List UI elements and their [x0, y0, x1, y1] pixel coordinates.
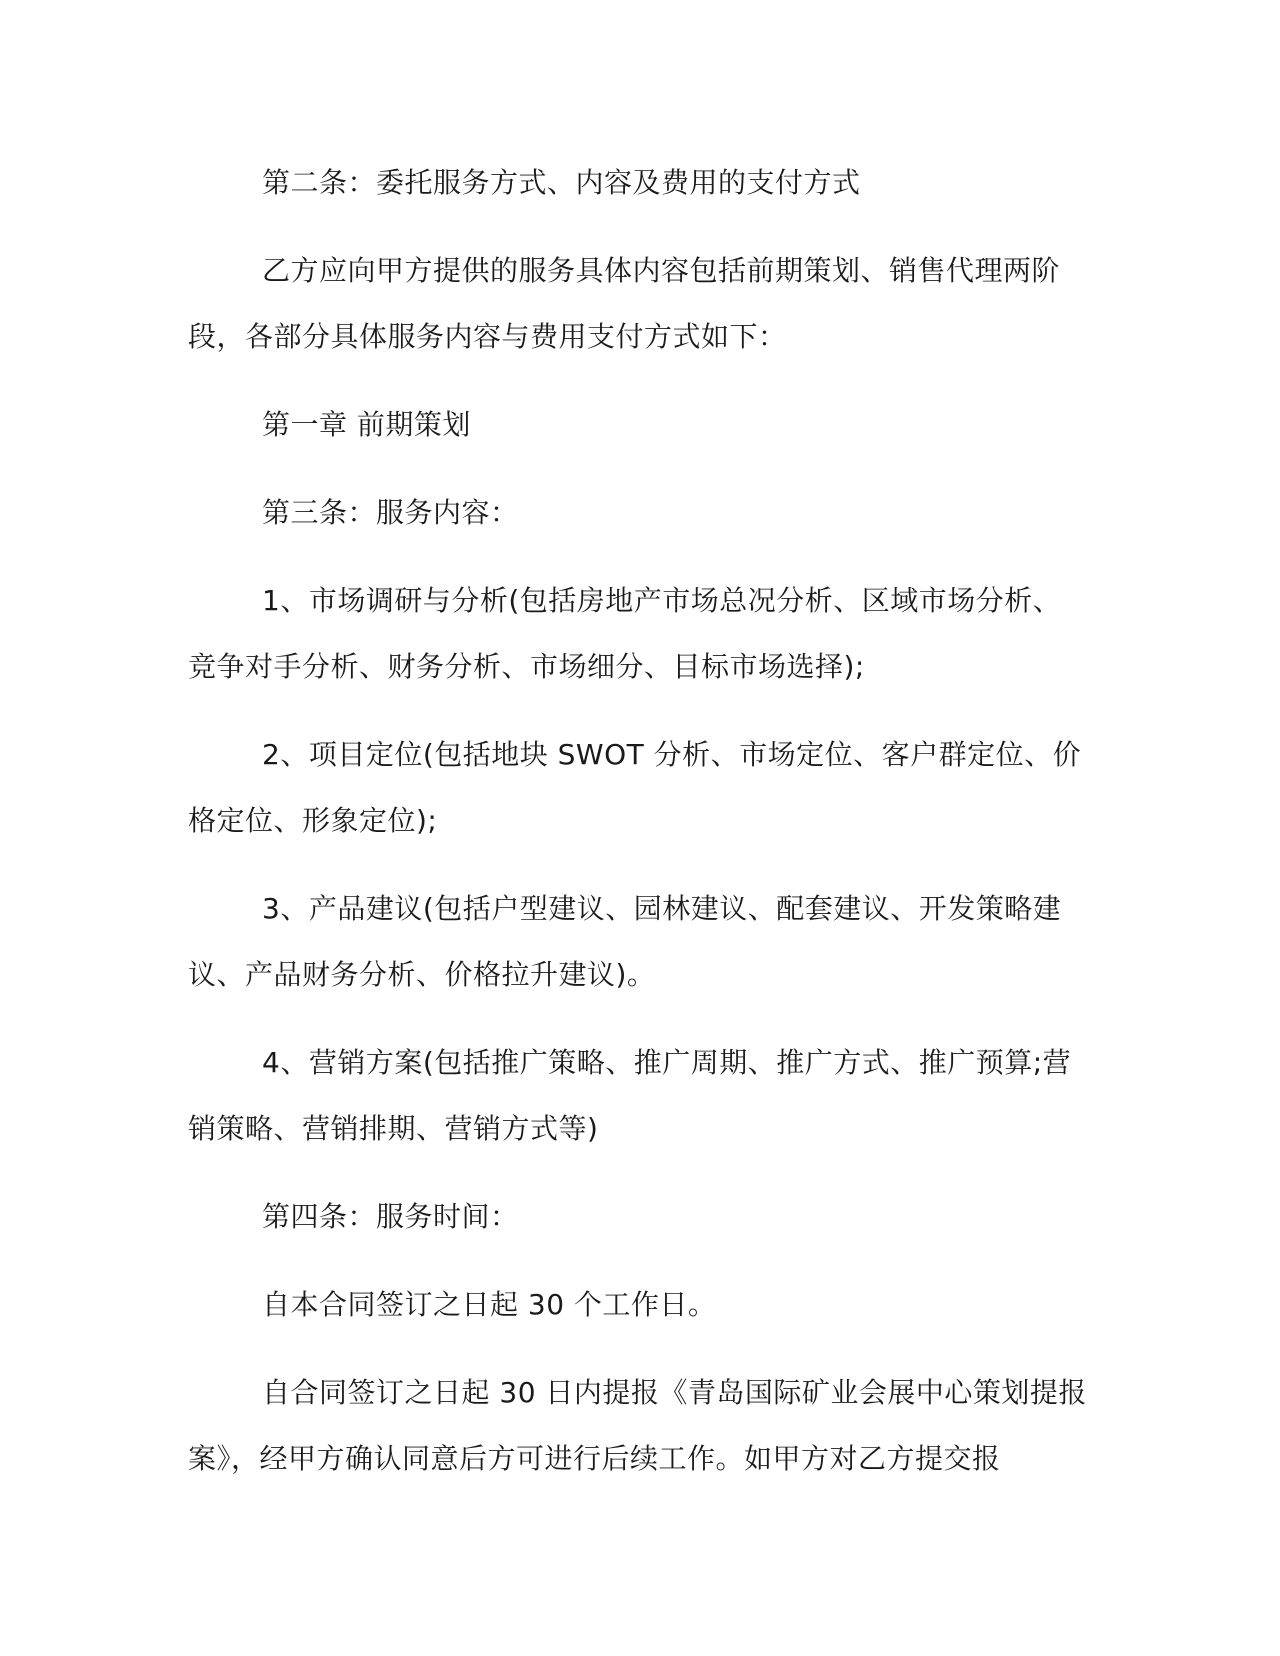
paragraph-service-time: 自本合同签订之日起 30 个工作日。 — [262, 1288, 717, 1321]
paragraph-service-overview: 乙方应向甲方提供的服务具体内容包括前期策划、销售代理两阶段，各部分具体服务内容与费用支付方式如下： — [188, 254, 1061, 353]
document-body — [188, 150, 1088, 1492]
section-heading-article-3: 第三条：服务内容： — [262, 496, 519, 529]
list-item-2: 2、项目定位(包括地块 SWOT 分析、市场定位、客户群定位、价格定位、形象定位); — [188, 738, 1082, 837]
list-item-1: 1、市场调研与分析(包括房地产市场总况分析、区域市场分析、竞争对手分析、财务分析、市场细分、目标市场选择); — [188, 584, 1062, 683]
chapter-heading-1: 第一章 前期策划 — [262, 408, 471, 441]
section-heading-article-2: 第二条：委托服务方式、内容及费用的支付方式 — [262, 166, 861, 199]
list-item-4: 4、营销方案(包括推广策略、推广周期、推广方式、推广预算;营销策略、营销排期、营销方式等) — [188, 1046, 1072, 1145]
section-heading-article-4: 第四条：服务时间： — [262, 1200, 519, 1233]
list-item-3: 3、产品建议(包括户型建议、园林建议、配套建议、开发策略建议、产品财务分析、价格拉升建议)。 — [188, 892, 1062, 991]
paragraph-submission: 自合同签订之日起 30 日内提报《青岛国际矿业会展中心策划提报案》，经甲方确认同意后方可进行后续工作。如甲方对乙方提交报 — [188, 1376, 1087, 1475]
